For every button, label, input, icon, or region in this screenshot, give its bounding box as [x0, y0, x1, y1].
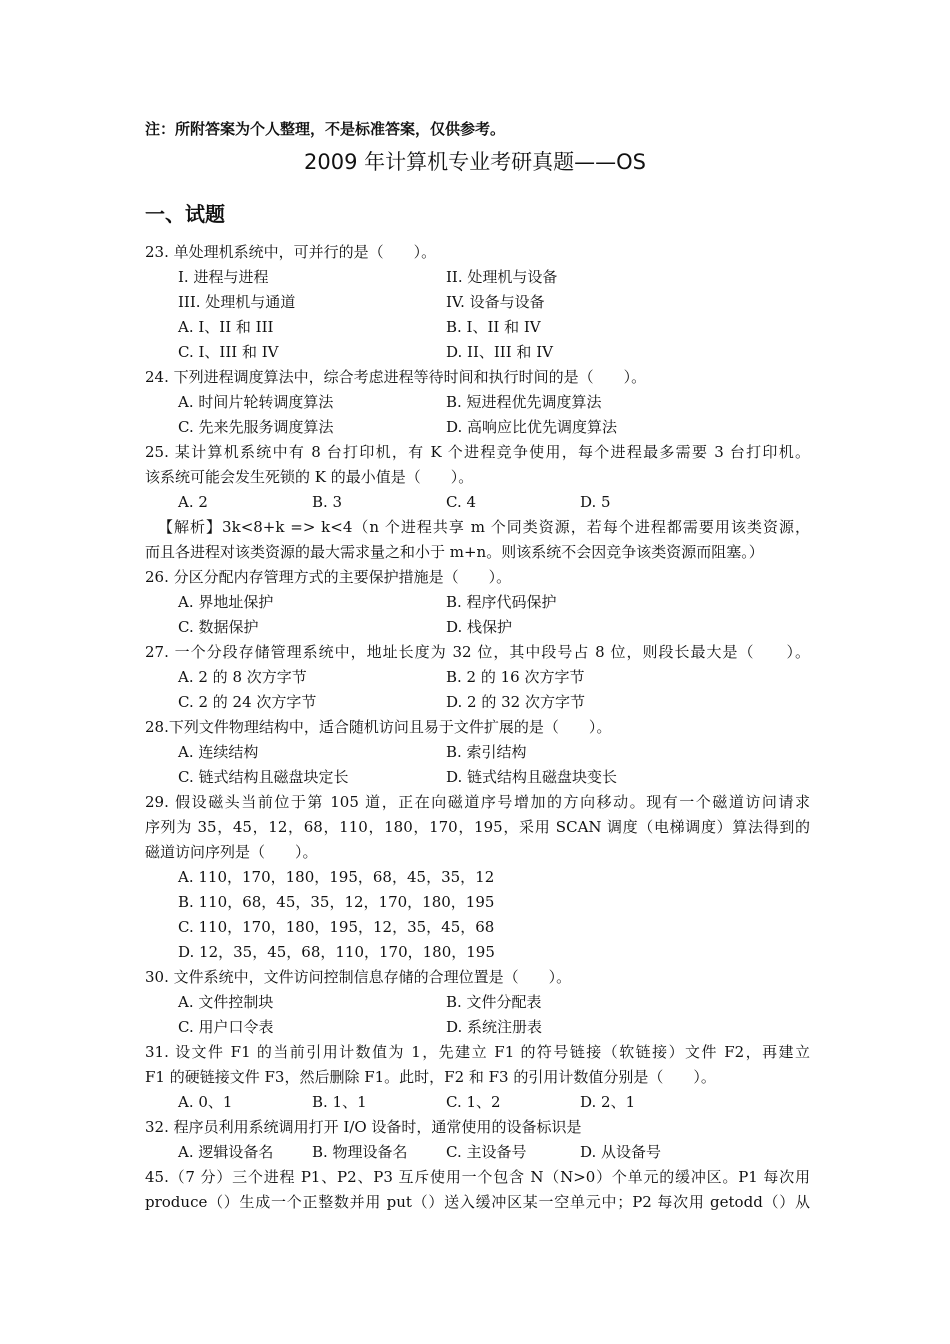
question-26-stem: 26. 分区分配内存管理方式的主要保护措施是（ ）。 — [145, 568, 512, 586]
q23-item-4: IV. 设备与设备 — [446, 293, 545, 311]
q23-item-2: II. 处理机与设备 — [446, 268, 558, 286]
q30-option-b: B. 文件分配表 — [446, 993, 542, 1011]
question-28-stem: 28.下列文件物理结构中，适合随机访问且易于文件扩展的是（ ）。 — [145, 718, 612, 736]
question-29-stem-line-3: 磁道访问序列是（ ）。 — [145, 843, 318, 861]
question-29-stem-line-1: 29. 假设磁头当前位于第 105 道，正在向磁道序号增加的方向移动。现有一个磁道访问请求 — [145, 793, 810, 811]
q29-option-c: C. 110，170，180，195，12，35，45，68 — [178, 918, 495, 936]
q30-option-d: D. 系统注册表 — [446, 1018, 543, 1036]
question-30-stem: 30. 文件系统中，文件访问控制信息存储的合理位置是（ ）。 — [145, 968, 572, 986]
q27-option-d: D. 2 的 32 次方字节 — [446, 693, 585, 711]
q28-option-a: A. 连续结构 — [178, 743, 259, 761]
q27-option-a: A. 2 的 8 次方字节 — [178, 668, 307, 686]
page-title: 2009 年计算机专业考研真题——OS — [304, 150, 646, 174]
q25-option-c: C. 4 — [446, 493, 477, 511]
q31-option-a: A. 0、1 — [178, 1093, 233, 1111]
q23-item-1: I. 进程与进程 — [178, 268, 269, 286]
question-31-stem-line-2: F1 的硬链接文件 F3，然后删除 F1。此时，F2 和 F3 的引用计数值分别是（ ）。 — [145, 1068, 716, 1086]
q30-option-a: A. 文件控制块 — [178, 993, 274, 1011]
q25-analysis-line-2: 而且各进程对该类资源的最大需求量之和小于 m+n。则该系统不会因竞争该类资源而阻塞。） — [145, 543, 764, 561]
question-27-stem: 27. 一个分段存储管理系统中，地址长度为 32 位，其中段号占 8 位，则段长最大是（ ）。 — [145, 643, 810, 661]
q26-option-d: D. 栈保护 — [446, 618, 513, 636]
question-25-stem-line-1: 25. 某计算机系统中有 8 台打印机，有 K 个进程竞争使用，每个进程最多需要 3 台打印机。 — [145, 443, 810, 461]
q23-option-b: B. I、II 和 IV — [446, 318, 541, 336]
q30-option-c: C. 用户口令表 — [178, 1018, 274, 1036]
q32-option-a: A. 逻辑设备名 — [178, 1143, 274, 1161]
disclaimer-note: 注：所附答案为个人整理，不是标准答案，仅供参考。 — [145, 120, 506, 138]
q23-option-d: D. II、III 和 IV — [446, 343, 553, 361]
q25-option-d: D. 5 — [580, 493, 611, 511]
question-25-stem-line-2: 该系统可能会发生死锁的 K 的最小值是（ ）。 — [145, 468, 474, 486]
q28-option-c: C. 链式结构且磁盘块定长 — [178, 768, 349, 786]
q28-option-b: B. 索引结构 — [446, 743, 527, 761]
q23-option-a: A. I、II 和 III — [178, 318, 274, 336]
question-23-stem: 23. 单处理机系统中，可并行的是（ ）。 — [145, 243, 437, 261]
q29-option-d: D. 12，35，45，68，110，170，180，195 — [178, 943, 495, 961]
q24-option-b: B. 短进程优先调度算法 — [446, 393, 602, 411]
question-45-stem-line-1: 45.（7 分）三个进程 P1、P2、P3 互斥使用一个包含 N（N>0）个单元的缓冲区。P1 每次用 — [145, 1168, 810, 1186]
q23-item-3: III. 处理机与通道 — [178, 293, 296, 311]
section-heading: 一、试题 — [145, 202, 225, 226]
q24-option-d: D. 高响应比优先调度算法 — [446, 418, 618, 436]
q29-option-a: A. 110，170，180，195，68，45，35，12 — [178, 868, 495, 886]
q31-option-b: B. 1、1 — [312, 1093, 367, 1111]
q24-option-c: C. 先来先服务调度算法 — [178, 418, 334, 436]
q32-option-b: B. 物理设备名 — [312, 1143, 408, 1161]
q31-option-d: D. 2、1 — [580, 1093, 636, 1111]
q25-analysis-line-1: 【解析】3k<8+k => k<4（n 个进程共享 m 个同类资源，若每个进程都需要用该类资源， — [158, 518, 810, 536]
q25-option-a: A. 2 — [178, 493, 208, 511]
question-45-stem-line-2: produce（）生成一个正整数并用 put（）送入缓冲区某一空单元中；P2 每次用 getodd（）从 — [145, 1193, 810, 1211]
q28-option-d: D. 链式结构且磁盘块变长 — [446, 768, 618, 786]
q26-option-c: C. 数据保护 — [178, 618, 259, 636]
question-24-stem: 24. 下列进程调度算法中，综合考虑进程等待时间和执行时间的是（ ）。 — [145, 368, 647, 386]
q26-option-a: A. 界地址保护 — [178, 593, 274, 611]
q31-option-c: C. 1、2 — [446, 1093, 501, 1111]
q32-option-c: C. 主设备号 — [446, 1143, 527, 1161]
question-32-stem: 32. 程序员利用系统调用打开 I/O 设备时，通常使用的设备标识是 — [145, 1118, 582, 1136]
question-31-stem-line-1: 31. 设文件 F1 的当前引用计数值为 1，先建立 F1 的符号链接（软链接）文件 F2，再建立 — [145, 1043, 810, 1061]
q32-option-d: D. 从设备号 — [580, 1143, 662, 1161]
q25-option-b: B. 3 — [312, 493, 343, 511]
q26-option-b: B. 程序代码保护 — [446, 593, 557, 611]
q27-option-b: B. 2 的 16 次方字节 — [446, 668, 585, 686]
q23-option-c: C. I、III 和 IV — [178, 343, 279, 361]
question-29-stem-line-2: 序列为 35，45，12，68，110，180，170，195，采用 SCAN 调度（电梯调度）算法得到的 — [145, 818, 810, 836]
q27-option-c: C. 2 的 24 次方字节 — [178, 693, 317, 711]
q29-option-b: B. 110，68，45，35，12，170，180，195 — [178, 893, 495, 911]
q24-option-a: A. 时间片轮转调度算法 — [178, 393, 334, 411]
